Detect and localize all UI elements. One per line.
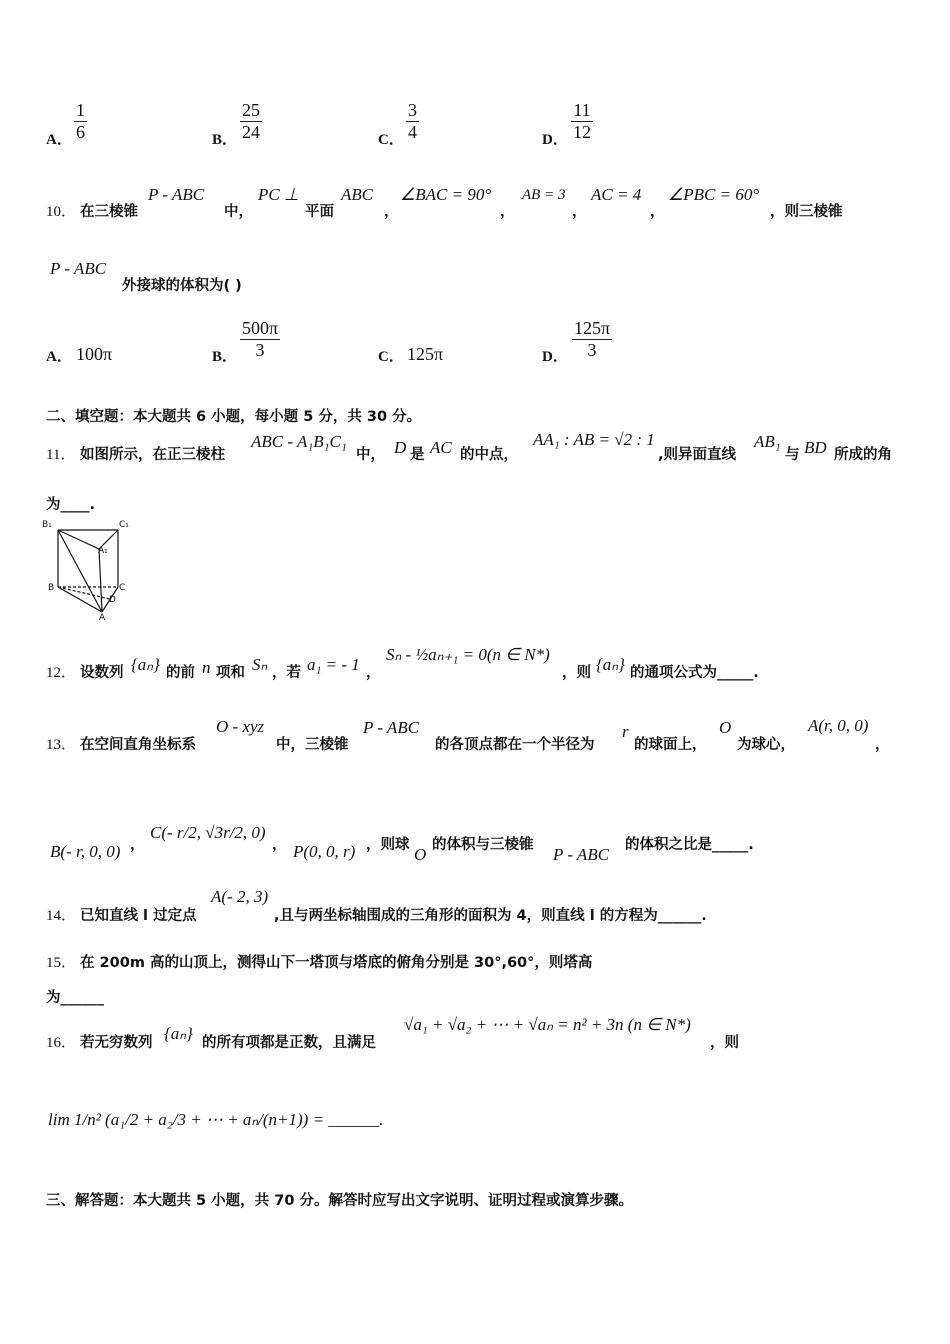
- q10-formula: ABC: [341, 185, 374, 204]
- q13-formula: O: [719, 718, 732, 737]
- q10-formula: ∠PBC = 60°: [668, 185, 760, 204]
- q13-text: ，: [272, 837, 287, 853]
- q11-formula: D: [394, 438, 407, 457]
- q10-option-c-label: C．: [378, 349, 404, 365]
- q10-text: ，则三棱锥: [770, 204, 843, 220]
- q13-text: 的体积之比是_____.: [625, 837, 754, 853]
- q12-text: ，若: [272, 665, 301, 681]
- q13-formula: P - ABC: [363, 718, 420, 737]
- q10-option-a-label: A．: [46, 349, 72, 365]
- q14-text: 已知直线 l 过定点: [80, 908, 197, 924]
- q10-option-b-label: B．: [212, 349, 238, 365]
- q12-text: 的前: [166, 665, 195, 681]
- q16-text: ，则: [710, 1035, 739, 1051]
- fig-label-c1: C₁: [119, 520, 129, 530]
- q12-text: ，: [366, 665, 381, 681]
- q10-text: 平面: [305, 204, 334, 220]
- q15-number: 15．: [46, 955, 77, 971]
- q13-formula: O - xyz: [216, 717, 265, 736]
- q9-option-a-label: A．: [46, 132, 72, 148]
- q11-text: 中，: [356, 447, 385, 463]
- triangular-prism-figure: [40, 515, 140, 620]
- q10-text: ，: [384, 204, 399, 220]
- q10-text: ，: [500, 204, 515, 220]
- q12-formula: n: [202, 658, 211, 677]
- q13-formula: O: [414, 845, 427, 864]
- fig-label-d: D: [109, 595, 116, 605]
- q10-option-a-value: 100π: [76, 344, 113, 364]
- q13-text: ，则球: [366, 837, 410, 853]
- fig-label-a1: A₁: [98, 546, 108, 556]
- q16-formula: lim 1/n² (a₁/2 + a₂/3 + ⋯ + aₙ/(n+1)) = ______.: [48, 1110, 384, 1129]
- q12-formula: a₁ = - 1: [307, 655, 360, 674]
- q10-text: 外接球的体积为( ): [122, 278, 242, 294]
- q11-text: 是: [410, 447, 425, 463]
- q13-formula: C(- r/2, √3r/2, 0): [150, 823, 266, 842]
- q9-option-c-label: C．: [378, 132, 404, 148]
- q10-text: ，: [650, 204, 665, 220]
- q13-text: 的各顶点都在一个半径为: [435, 737, 595, 753]
- fig-label-b1: B₁: [42, 520, 52, 530]
- q10-text: 在三棱锥: [80, 204, 138, 220]
- q12-text: 项和: [216, 665, 245, 681]
- q10-text: 中，: [224, 204, 253, 220]
- section-2-heading: 二、填空题：本大题共 6 小题，每小题 5 分，共 30 分。: [46, 409, 422, 425]
- q12-formula: {aₙ}: [596, 655, 625, 674]
- q11-formula: ABC - A₁B₁C₁: [251, 432, 347, 451]
- q14-number: 14．: [46, 908, 77, 924]
- q10-formula: P - ABC: [148, 185, 205, 204]
- q13-text: 在空间直角坐标系: [80, 737, 196, 753]
- q10-option-d-label: D．: [542, 349, 568, 365]
- q13-text: 的体积与三棱锥: [432, 837, 534, 853]
- section-3-heading: 三、解答题：本大题共 5 小题，共 70 分。解答时应写出文字说明、证明过程或演算步骤。: [46, 1193, 633, 1209]
- q11-text: 所成的角: [834, 447, 892, 463]
- q10-formula: AB = 3: [522, 187, 566, 203]
- fig-label-b: B: [48, 583, 55, 593]
- q16-number: 16．: [46, 1035, 77, 1051]
- q9-option-d-label: D．: [542, 132, 568, 148]
- q11-number: 11．: [46, 447, 76, 463]
- q10-option-c-value: 125π: [407, 344, 444, 364]
- q11-formula: AB₁: [754, 432, 781, 451]
- q11-text: ,则异面直线: [658, 447, 737, 463]
- q12-formula: Sₙ - ½aₙ₊₁ = 0(n ∈ N*): [386, 645, 550, 664]
- q10-option-b-fraction: $\frac{500\pi}{3}$: [242, 318, 279, 360]
- q10-formula: P - ABC: [50, 259, 107, 278]
- q14-text: ,且与两坐标轴围成的三角形的面积为 4，则直线 l 的方程为______.: [274, 908, 707, 924]
- q16-text: 的所有项都是正数，且满足: [202, 1035, 376, 1051]
- q11-text: 的中点，: [460, 447, 518, 463]
- q13-text: ，: [130, 837, 145, 853]
- q9-option-b-label: B．: [212, 132, 238, 148]
- q11-formula: AC: [430, 438, 452, 457]
- q10-text: ，: [572, 204, 587, 220]
- q12-text: ，则: [562, 665, 591, 681]
- q13-formula: P(0, 0, r): [293, 842, 356, 861]
- q12-formula: Sₙ: [252, 655, 268, 674]
- q9-option-b-fraction: $\frac{25}{24}$: [242, 100, 260, 142]
- q12-formula: {aₙ}: [131, 655, 160, 674]
- q9-option-a-fraction: $\frac{1}{6}$: [76, 100, 85, 142]
- q11-text: 与: [785, 447, 800, 463]
- q10-formula: AC = 4: [591, 185, 642, 204]
- fig-label-a: A: [99, 613, 106, 620]
- q10-formula: ∠BAC = 90°: [400, 185, 492, 204]
- q12-text: 的通项公式为_____.: [630, 665, 759, 681]
- q14-formula: A(- 2, 3): [211, 887, 269, 906]
- q12-text: 设数列: [80, 665, 124, 681]
- q13-formula: B(- r, 0, 0): [50, 842, 121, 861]
- q13-text: ，: [875, 737, 890, 753]
- q10-formula: PC ⊥: [258, 185, 299, 204]
- q16-formula: {aₙ}: [164, 1024, 193, 1043]
- q13-number: 13．: [46, 737, 77, 753]
- q13-formula: P - ABC: [553, 845, 610, 864]
- q11-text: 为____.: [46, 497, 96, 513]
- q15-text: 在 200m 高的山顶上，测得山下一塔顶与塔底的俯角分别是 30°,60°，则塔高: [80, 955, 593, 971]
- q13-formula: r: [622, 722, 629, 741]
- q13-formula: A(r, 0, 0): [808, 716, 869, 735]
- q16-text: 若无穷数列: [80, 1035, 153, 1051]
- q16-formula: √a₁ + √a₂ + ⋯ + √aₙ = n² + 3n (n ∈ N*): [404, 1015, 691, 1034]
- q10-number: 10．: [46, 204, 77, 220]
- q13-text: 为球心，: [737, 737, 795, 753]
- q12-number: 12．: [46, 665, 77, 681]
- q9-option-d-fraction: $\frac{11}{12}$: [573, 100, 591, 142]
- q13-text: 的球面上，: [634, 737, 707, 753]
- q15-text: 为______: [46, 990, 104, 1006]
- q13-text: 中，三棱锥: [276, 737, 349, 753]
- q11-formula: AA₁ : AB = √2 : 1: [533, 430, 655, 449]
- q10-option-d-fraction: $\frac{125\pi}{3}$: [574, 318, 611, 360]
- q11-text: 如图所示，在正三棱柱: [80, 447, 225, 463]
- q11-formula: BD: [804, 438, 827, 457]
- fig-label-c: C: [119, 583, 126, 593]
- q9-option-c-fraction: $\frac{3}{4}$: [408, 100, 417, 142]
